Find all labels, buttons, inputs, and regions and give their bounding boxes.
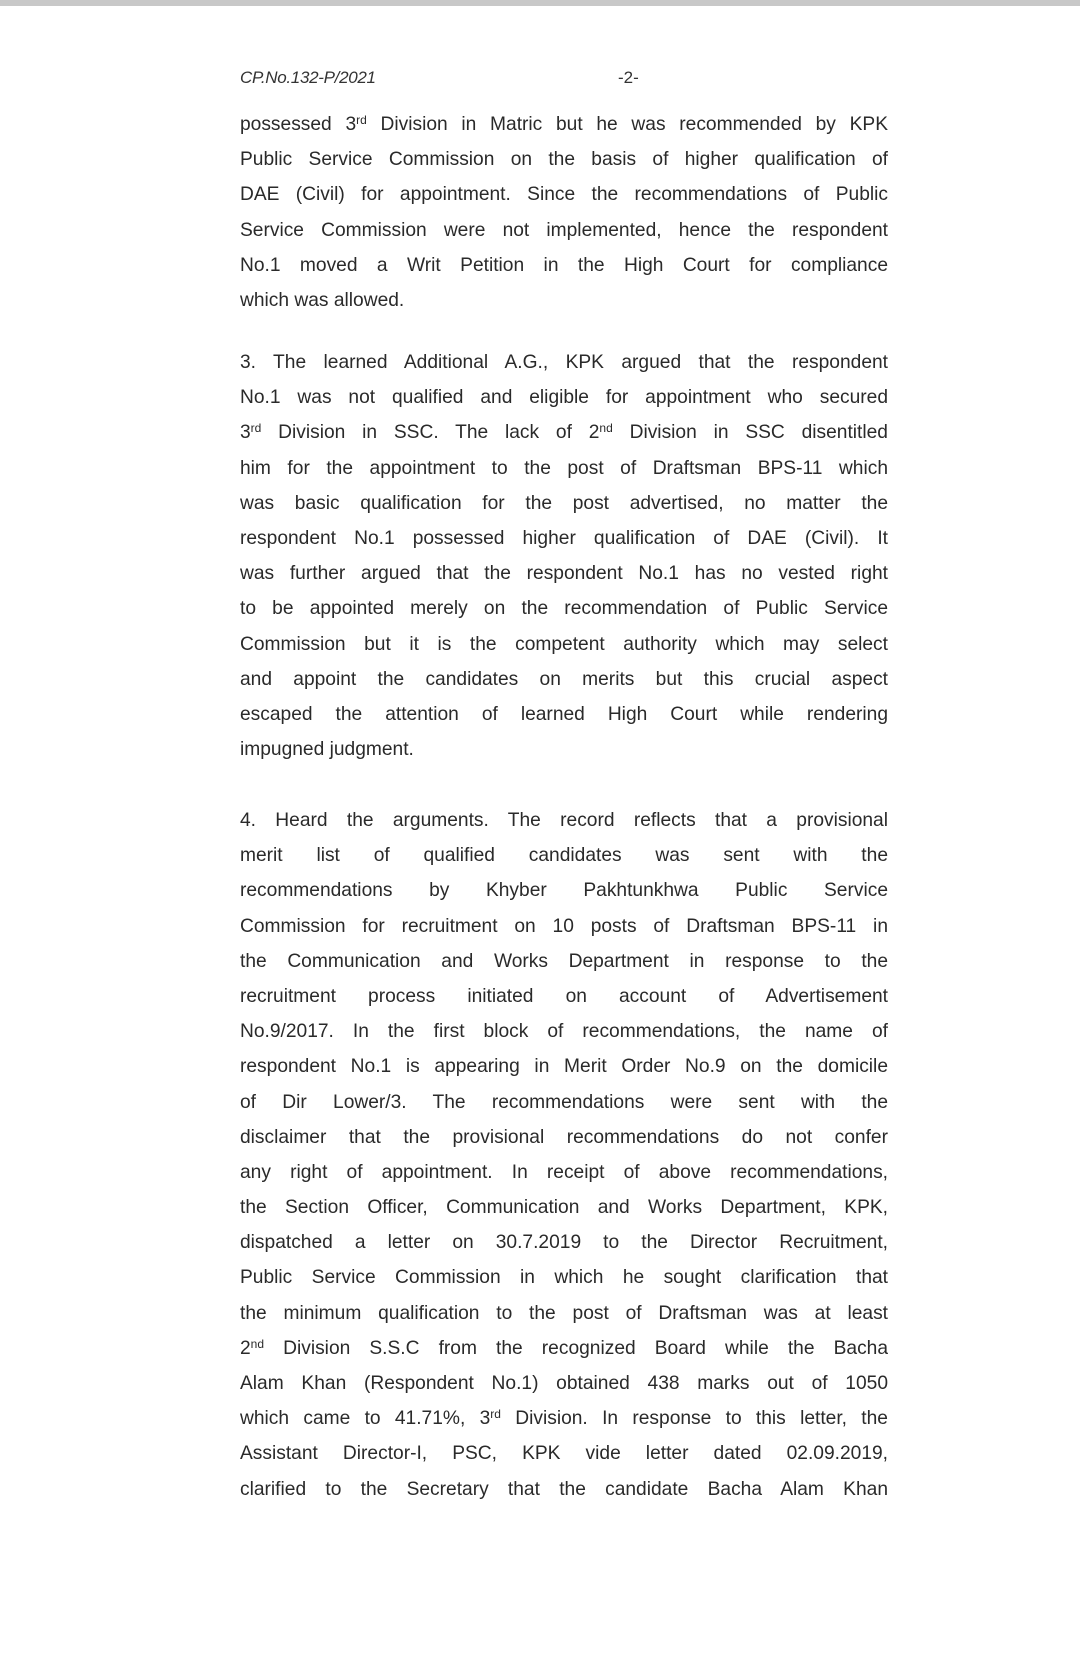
text-line <box>240 1366 888 1401</box>
text-segment: which came to 41.71%, 3 <box>240 1408 491 1430</box>
page-number: -2- <box>618 68 639 87</box>
text-segment: DAE (Civil) for appointment. Since the recommendations of Public <box>240 184 888 206</box>
text-line <box>240 1296 888 1331</box>
text-segment: which was allowed. <box>240 289 405 311</box>
text-segment: Commission for recruitment on 10 posts of Draftsman BPS-11 in <box>240 915 888 937</box>
text-line <box>240 697 888 732</box>
text-line <box>240 909 888 944</box>
text-line <box>240 1436 888 1471</box>
text-line <box>240 556 888 591</box>
text-segment: impugned judgment. <box>240 739 414 761</box>
text-segment: of Dir Lower/3. The recommendations were sent with the <box>240 1091 888 1113</box>
text-line <box>240 1085 888 1120</box>
text-line <box>240 1190 888 1225</box>
text-line <box>240 591 888 626</box>
text-line <box>240 1401 888 1436</box>
text-segment: Alam Khan (Respondent No.1) obtained 438 marks out of 1050 <box>240 1373 888 1394</box>
ordinal-suffix: rd <box>356 113 367 127</box>
text-line <box>240 662 888 697</box>
page-header <box>240 68 888 92</box>
text-segment: 3. The learned Additional A.G., KPK argued that the respondent <box>240 352 888 373</box>
case-number: CP.No.132-P/2021 <box>240 68 376 87</box>
text-line <box>240 1155 888 1190</box>
text-line <box>240 873 888 908</box>
text-segment: Division in SSC. The lack of 2 <box>261 422 600 444</box>
text-segment: Division in SSC disentitled <box>612 422 888 444</box>
text-segment: Assistant Director-I, PSC, KPK vide letter dated 02.09.2019, <box>240 1443 888 1465</box>
text-segment: clarified to the Secretary that the candidate Bacha Alam Khan <box>240 1478 888 1500</box>
text-segment: possessed 3 <box>240 114 357 135</box>
text-segment: No.1 moved a Writ Petition in the High Court for compliance <box>240 254 888 276</box>
ordinal-suffix: nd <box>599 421 613 436</box>
top-bar <box>0 0 1080 6</box>
text-segment: Division S.S.C from the recognized Board while the Bacha <box>264 1337 888 1359</box>
text-line <box>240 1225 888 1260</box>
text-line <box>240 838 888 873</box>
text-segment: the minimum qualification to the post of Draftsman was at least <box>240 1302 888 1324</box>
text-line <box>240 380 888 415</box>
text-line <box>240 486 888 521</box>
ordinal-suffix: nd <box>250 1336 265 1351</box>
text-segment: No.9/2017. In the first block of recommendations, the name of <box>240 1021 888 1043</box>
text-line <box>240 1014 888 1049</box>
text-line <box>240 283 888 318</box>
text-line <box>240 107 888 142</box>
text-segment: merit list of qualified candidates was sent with the <box>240 845 888 867</box>
text-line <box>240 248 888 283</box>
text-segment: Division. In response to this letter, the <box>500 1408 888 1430</box>
text-segment: the Communication and Works Department in response to the <box>240 950 888 972</box>
text-line <box>240 451 888 486</box>
text-line <box>240 627 888 662</box>
text-segment: any right of appointment. In receipt of above recommendations, <box>240 1161 888 1183</box>
ordinal-suffix: rd <box>250 421 262 436</box>
text-segment: him for the appointment to the post of Draftsman BPS-11 which <box>240 457 888 479</box>
text-line <box>240 1049 888 1084</box>
text-segment: Commission but it is the competent authority which may select <box>240 633 888 655</box>
text-segment: dispatched a letter on 30.7.2019 to the Director Recruitment, <box>240 1232 888 1254</box>
text-line <box>240 1331 888 1366</box>
text-line <box>240 803 888 838</box>
text-line <box>240 944 888 979</box>
text-segment: recruitment process initiated on account of Advertisement <box>240 985 888 1007</box>
text-line <box>240 979 888 1014</box>
text-line <box>240 345 888 380</box>
text-segment: Service Commission were not implemented, hence the respondent <box>240 219 888 241</box>
text-segment: was further argued that the respondent No.1 has no vested right <box>240 563 888 585</box>
text-segment: respondent No.1 possessed higher qualification of DAE (Civil). It <box>240 527 888 549</box>
text-line <box>240 1472 888 1507</box>
text-segment: escaped the attention of learned High Court while rendering <box>240 703 888 725</box>
text-segment: Public Service Commission in which he sought clarification that <box>240 1267 888 1289</box>
text-segment: Division in Matric but he was recommended by KPK <box>366 114 888 135</box>
text-line <box>240 521 888 556</box>
text-line <box>240 732 888 767</box>
text-segment: respondent No.1 is appearing in Merit Order No.9 on the domicile <box>240 1056 888 1078</box>
text-segment: and appoint the candidates on merits but this crucial aspect <box>240 668 888 690</box>
text-line <box>240 415 888 450</box>
text-segment: 4. Heard the arguments. The record reflects that a provisional <box>240 810 888 831</box>
ordinal-suffix: rd <box>490 1407 501 1422</box>
text-segment: No.1 was not qualified and eligible for appointment who secured <box>240 387 888 409</box>
text-segment: was basic qualification for the post advertised, no matter the <box>240 492 888 514</box>
text-line <box>240 1120 888 1155</box>
paragraph-4 <box>240 803 888 1507</box>
text-line <box>240 213 888 248</box>
text-segment: the Section Officer, Communication and Works Department, KPK, <box>240 1197 888 1219</box>
text-line <box>240 177 888 212</box>
paragraph-3 <box>240 345 888 767</box>
text-segment: 3 <box>240 422 251 444</box>
text-segment: 2 <box>240 1337 251 1359</box>
text-line <box>240 1260 888 1295</box>
text-segment: disclaimer that the provisional recommendations do not confer <box>240 1126 888 1148</box>
paragraph-continuation <box>240 107 888 318</box>
text-segment: to be appointed merely on the recommendation of Public Service <box>240 598 888 620</box>
text-segment: recommendations by Khyber Pakhtunkhwa Public Service <box>240 880 888 902</box>
text-segment: Public Service Commission on the basis of higher qualification of <box>240 149 888 171</box>
text-line <box>240 142 888 177</box>
